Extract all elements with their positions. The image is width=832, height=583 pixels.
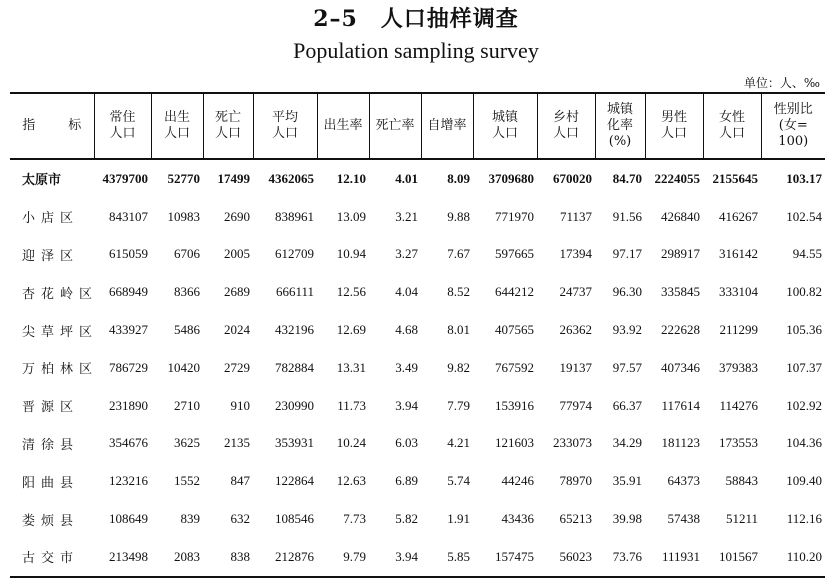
table-cell: 4362065 <box>268 170 314 186</box>
table-cell: 7.79 <box>447 397 470 413</box>
column-header <box>703 93 761 159</box>
table-cell: 8.52 <box>447 284 470 300</box>
column-header-line: 人口 <box>214 126 241 141</box>
table-cell: 9.82 <box>447 359 470 375</box>
table-cell: 78970 <box>559 473 592 489</box>
table-cell: 91.56 <box>612 208 642 224</box>
table-cell: 416267 <box>719 208 758 224</box>
table-cell: 97.17 <box>612 246 642 262</box>
column-header <box>645 93 703 159</box>
table-cell: 9.79 <box>343 548 366 564</box>
table-cell: 5486 <box>174 322 200 338</box>
table-cell: 102.92 <box>786 397 822 413</box>
column-header <box>317 93 369 159</box>
table-cell: 432196 <box>275 322 314 338</box>
table-cell: 65213 <box>559 511 592 527</box>
table-cell: 17499 <box>217 170 250 186</box>
table-cell: 668949 <box>109 284 148 300</box>
region-name: 万柏林区 <box>22 362 99 378</box>
column-header-line: 平均 <box>271 110 298 125</box>
column-header-line: 人口 <box>718 126 745 141</box>
table-cell: 12.63 <box>336 473 366 489</box>
column-header <box>94 93 151 159</box>
table-cell: 10983 <box>167 208 200 224</box>
table-cell: 353931 <box>275 435 314 451</box>
table-cell: 6706 <box>174 246 200 262</box>
table-row <box>10 500 825 538</box>
table-cell: 9.88 <box>447 208 470 224</box>
table-cell: 24737 <box>559 284 592 300</box>
table-cell: 96.30 <box>612 284 642 300</box>
table-cell: 839 <box>180 511 200 527</box>
table-cell: 2005 <box>224 246 250 262</box>
table-cell: 17394 <box>559 246 592 262</box>
table-cell: 782884 <box>275 359 314 375</box>
table-cell: 13.09 <box>336 208 366 224</box>
table-cell: 157475 <box>495 548 534 564</box>
table-cell: 8.01 <box>447 322 470 338</box>
table-cell: 222628 <box>661 322 700 338</box>
table-cell: 112.16 <box>786 511 822 527</box>
table-row <box>10 349 825 387</box>
table-cell: 2224055 <box>654 170 700 186</box>
column-header-line: 城镇 <box>491 110 518 125</box>
column-header-line: 出生 <box>163 110 190 125</box>
table-cell: 57438 <box>667 511 700 527</box>
table-cell: 77974 <box>559 397 592 413</box>
table-cell: 153916 <box>495 397 534 413</box>
column-header-line: 城镇 <box>606 102 633 117</box>
table-cell: 2690 <box>224 208 250 224</box>
region-name: 迎泽区 <box>22 248 80 264</box>
table-cell: 316142 <box>719 246 758 262</box>
table-cell: 3.94 <box>395 548 418 564</box>
table-cell: 3.27 <box>395 246 418 262</box>
table-cell: 2710 <box>174 397 200 413</box>
table-cell: 230990 <box>275 397 314 413</box>
region-name: 清徐县 <box>22 437 80 453</box>
table-cell: 12.69 <box>336 322 366 338</box>
header-row <box>10 93 825 159</box>
table-cell: 58843 <box>725 473 758 489</box>
table-row <box>10 538 825 577</box>
column-header-line: 100) <box>778 134 809 149</box>
column-header <box>253 93 317 159</box>
table-cell: 105.36 <box>786 322 822 338</box>
column-header-line: 乡村 <box>552 110 579 125</box>
table-cell: 666111 <box>275 284 314 300</box>
table-row <box>10 425 825 463</box>
column-header-line: 化率 <box>606 118 633 133</box>
table-cell: 10420 <box>167 359 200 375</box>
table-cell: 71137 <box>559 208 592 224</box>
column-header-line: 人口 <box>660 126 687 141</box>
table-cell: 181123 <box>661 435 700 451</box>
column-header <box>537 93 595 159</box>
table-cell: 39.98 <box>612 511 642 527</box>
table-cell: 5.82 <box>395 511 418 527</box>
region-name: 阳曲县 <box>22 475 80 491</box>
column-header <box>473 93 537 159</box>
table-cell: 34.29 <box>612 435 642 451</box>
table-cell: 101567 <box>719 548 758 564</box>
table-cell: 108546 <box>275 511 314 527</box>
table-cell: 847 <box>230 473 250 489</box>
table-row <box>10 387 825 425</box>
table-title-chinese: 2–5 人口抽样调查 <box>313 6 519 32</box>
table-row <box>10 198 825 236</box>
table-cell: 2729 <box>224 359 250 375</box>
table-cell: 104.36 <box>786 435 822 451</box>
table-cell: 110.20 <box>786 548 822 564</box>
table-cell: 233073 <box>553 435 592 451</box>
table-cell: 426840 <box>661 208 700 224</box>
column-header-line: 死亡 <box>214 110 241 125</box>
region-name: 小店区 <box>22 211 80 227</box>
column-header-line: 性别比 <box>773 102 813 117</box>
table-cell: 843107 <box>109 208 148 224</box>
table-cell: 6.89 <box>395 473 418 489</box>
column-header <box>369 93 421 159</box>
table-cell: 122864 <box>275 473 314 489</box>
table-cell: 13.31 <box>336 359 366 375</box>
table-cell: 5.85 <box>447 548 470 564</box>
table-cell: 1552 <box>174 473 200 489</box>
table-cell: 2024 <box>224 322 250 338</box>
table-cell: 354676 <box>109 435 148 451</box>
table-cell: 786729 <box>109 359 148 375</box>
column-header-line: 自增率 <box>427 118 467 133</box>
table-cell: 767592 <box>495 359 534 375</box>
table-cell: 84.70 <box>612 170 642 186</box>
region-name: 太原市 <box>22 173 62 189</box>
table-cell: 407565 <box>495 322 534 338</box>
column-header-line: 人口 <box>163 126 190 141</box>
column-header-line: 人口 <box>271 126 298 141</box>
table-row <box>10 311 825 349</box>
table-cell: 407346 <box>661 359 700 375</box>
table-cell: 2135 <box>224 435 250 451</box>
table-cell: 231890 <box>109 397 148 413</box>
column-header-line: (%) <box>608 134 632 149</box>
table-cell: 64373 <box>667 473 700 489</box>
column-header <box>203 93 253 159</box>
table-cell: 632 <box>230 511 250 527</box>
table-cell: 10.24 <box>336 435 366 451</box>
table-cell: 771970 <box>495 208 534 224</box>
table-cell: 10.94 <box>336 246 366 262</box>
table-cell: 12.10 <box>336 170 366 186</box>
region-name: 娄烦县 <box>22 513 80 529</box>
table-cell: 211299 <box>719 322 758 338</box>
table-cell: 73.76 <box>612 548 642 564</box>
table-cell: 6.03 <box>395 435 418 451</box>
table-cell: 3709680 <box>488 170 534 186</box>
table-cell: 19137 <box>559 359 592 375</box>
table-cell: 111931 <box>661 548 700 564</box>
table-row <box>10 462 825 500</box>
table-cell: 8.09 <box>447 170 470 186</box>
table-cell: 335845 <box>661 284 700 300</box>
table-cell: 44246 <box>501 473 534 489</box>
table-cell: 107.37 <box>786 359 822 375</box>
table-cell: 66.37 <box>612 397 642 413</box>
column-header-line: 出生率 <box>323 118 363 133</box>
table-cell: 121603 <box>495 435 534 451</box>
column-header <box>10 93 94 159</box>
table-cell: 7.73 <box>343 511 366 527</box>
table-cell: 213498 <box>109 548 148 564</box>
table-cell: 12.56 <box>336 284 366 300</box>
table-cell: 3625 <box>174 435 200 451</box>
column-header <box>761 93 825 159</box>
region-name: 杏花岭区 <box>22 286 99 302</box>
table-cell: 1.91 <box>447 511 470 527</box>
table-cell: 35.91 <box>612 473 642 489</box>
table-cell: 212876 <box>275 548 314 564</box>
table-cell: 100.82 <box>786 284 822 300</box>
column-header-line: 女性 <box>718 110 745 125</box>
column-header-line: 男性 <box>660 110 687 125</box>
table-cell: 109.40 <box>786 473 822 489</box>
table-cell: 298917 <box>661 246 700 262</box>
column-header-line: (女= <box>778 118 808 133</box>
table-cell: 11.73 <box>337 397 366 413</box>
table-cell: 379383 <box>719 359 758 375</box>
table-cell: 52770 <box>167 170 200 186</box>
table-cell: 910 <box>230 397 250 413</box>
table-cell: 93.92 <box>612 322 642 338</box>
table-row <box>10 159 825 198</box>
table-cell: 2689 <box>224 284 250 300</box>
table-cell: 56023 <box>559 548 592 564</box>
table-cell: 43436 <box>501 511 534 527</box>
table-cell: 433927 <box>109 322 148 338</box>
table-cell: 114276 <box>719 397 758 413</box>
table-cell: 4.21 <box>447 435 470 451</box>
region-name: 尖草坪区 <box>22 324 99 340</box>
table-cell: 3.94 <box>395 397 418 413</box>
column-header-line: 人口 <box>491 126 518 141</box>
population-survey-table <box>10 92 825 578</box>
table-cell: 597665 <box>495 246 534 262</box>
table-cell: 2155645 <box>712 170 758 186</box>
column-header-line: 指 标 <box>22 118 92 133</box>
table-cell: 670020 <box>553 170 592 186</box>
table-cell: 4.68 <box>395 322 418 338</box>
column-header-line: 常住 <box>109 110 136 125</box>
table-cell: 103.17 <box>786 170 822 186</box>
table-row <box>10 273 825 311</box>
table-cell: 94.55 <box>792 246 822 262</box>
table-cell: 612709 <box>275 246 314 262</box>
table-body <box>10 159 825 577</box>
table-cell: 838 <box>230 548 250 564</box>
table-cell: 173553 <box>719 435 758 451</box>
table-cell: 333104 <box>719 284 758 300</box>
table-cell: 97.57 <box>612 359 642 375</box>
column-header-line: 人口 <box>552 126 579 141</box>
table-cell: 4.04 <box>395 284 418 300</box>
table-cell: 7.67 <box>447 246 470 262</box>
unit-label: 单位：人、‰ <box>743 76 820 90</box>
table-title-english: Population sampling survey <box>293 38 539 63</box>
table-cell: 838961 <box>275 208 314 224</box>
table-cell: 123216 <box>109 473 148 489</box>
table-cell: 4379700 <box>102 170 148 186</box>
region-name: 晋源区 <box>22 400 80 416</box>
table-cell: 8366 <box>174 284 200 300</box>
table-cell: 51211 <box>725 511 758 527</box>
table-cell: 644212 <box>495 284 534 300</box>
table-cell: 615059 <box>109 246 148 262</box>
column-header <box>151 93 203 159</box>
table-cell: 117614 <box>661 397 700 413</box>
table-cell: 2083 <box>174 548 200 564</box>
table-cell: 26362 <box>559 322 592 338</box>
column-header <box>421 93 473 159</box>
table-cell: 3.21 <box>395 208 418 224</box>
column-header-line: 死亡率 <box>375 118 415 133</box>
table-row <box>10 236 825 274</box>
column-header <box>595 93 645 159</box>
table-cell: 5.74 <box>447 473 470 489</box>
table-cell: 102.54 <box>786 208 822 224</box>
region-name: 古交市 <box>22 551 80 567</box>
table-cell: 4.01 <box>395 170 418 186</box>
table-cell: 3.49 <box>395 359 418 375</box>
column-header-line: 人口 <box>109 126 136 141</box>
table-cell: 108649 <box>109 511 148 527</box>
